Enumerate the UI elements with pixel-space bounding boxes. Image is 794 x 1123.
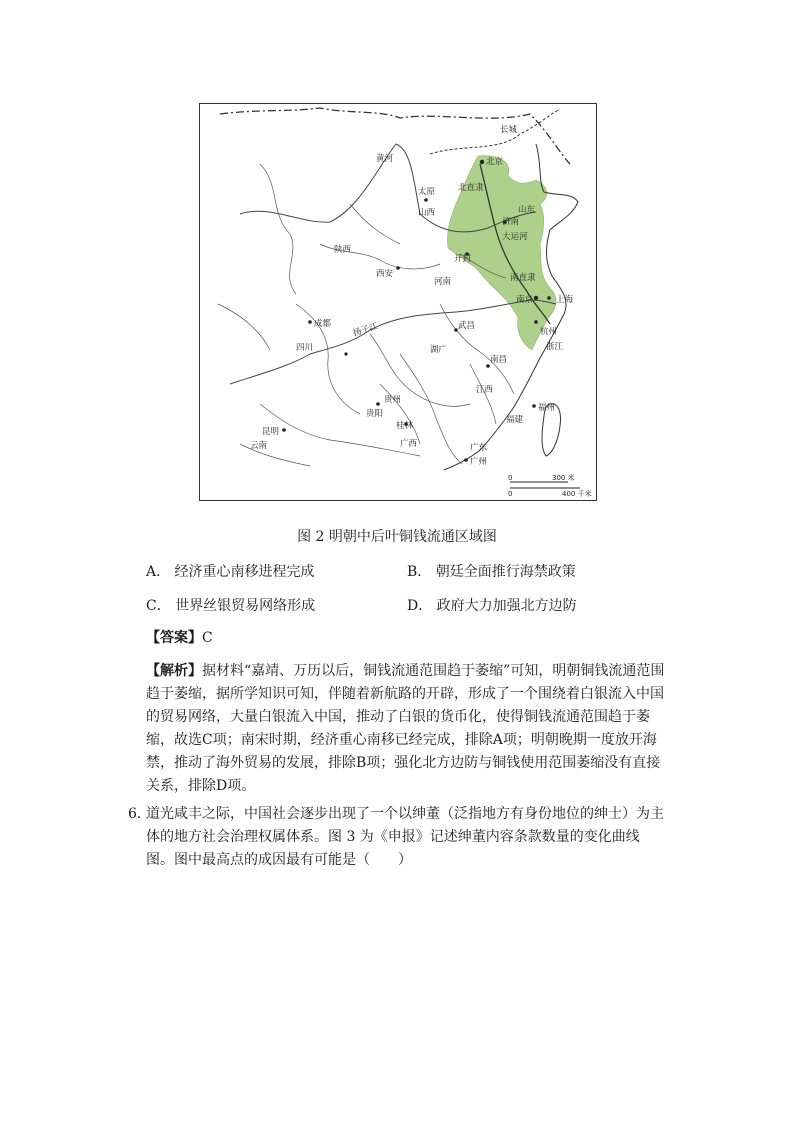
map-label-guilin: 桂林 <box>396 421 414 431</box>
map-label-nanjing: 南京 <box>516 295 534 305</box>
map-label-chengdu: 成都 <box>314 319 332 329</box>
map-label-jinan: 济南 <box>502 217 520 227</box>
map-label-henan: 河南 <box>434 277 452 287</box>
scale-400: 400 千米 <box>562 490 592 498</box>
answer-value: C <box>202 630 213 646</box>
ming-copper-coin-map <box>199 103 597 501</box>
map-label-taiyuan: 太原 <box>418 187 436 197</box>
map-label-nanchang: 南昌 <box>490 355 508 365</box>
map-label-beizhili: 北直隶 <box>458 183 484 193</box>
map-label-nanzhili: 南直隶 <box>510 273 536 283</box>
figure-caption: 图 2 明朝中后叶铜钱流通区域图 <box>297 529 497 545</box>
map-label-shaanxi: 陕西 <box>334 245 352 255</box>
map-label-shandong: 山东 <box>518 205 536 215</box>
map-label-guangxi: 广西 <box>400 439 418 449</box>
map-label-shanxi: 山西 <box>418 208 436 218</box>
map-label-kaifeng: 开封 <box>454 254 472 264</box>
scale-bar <box>508 473 592 498</box>
map-label-huguang: 湖广 <box>430 345 448 355</box>
question-number: 6． <box>128 806 151 822</box>
map-label-kunming: 昆明 <box>262 427 280 437</box>
answer-label: 【答案】 <box>146 630 202 646</box>
option-a: A． 经济重心南移进程完成 <box>146 564 315 580</box>
map-label-beijing: 北京 <box>486 157 504 167</box>
analysis-label: 【解析】 <box>146 663 202 679</box>
map-label-fujian: 福建 <box>506 415 524 425</box>
map-label-hangzhou: 杭州 <box>540 327 558 337</box>
map-label-guiyang: 贵阳 <box>366 409 384 419</box>
map-label-sichuan: 四川 <box>296 343 314 353</box>
map-label-jiangxi: 江西 <box>476 385 494 395</box>
map-svg <box>200 104 598 502</box>
map-label-guangdong: 广东 <box>470 443 488 453</box>
map-label-wuchang: 武昌 <box>458 321 476 331</box>
option-c: C． 世界丝银贸易网络形成 <box>146 598 316 614</box>
map-label-changcheng: 长城 <box>500 125 518 135</box>
scale-0-top: 0 <box>508 474 513 482</box>
map-label-yunnan: 云南 <box>250 441 268 451</box>
analysis-paragraph <box>146 660 666 798</box>
option-b: B． 朝廷全面推行海禁政策 <box>407 564 576 580</box>
map-label-guizhou: 贵州 <box>384 395 402 405</box>
scale-0-bottom: 0 <box>508 490 513 498</box>
great-wall <box>430 109 560 154</box>
map-label-xian: 西安 <box>376 269 394 279</box>
answer-line <box>146 627 666 650</box>
map-label-yangzijiang: 扬子江 <box>351 321 380 339</box>
scale-300: 300 米 <box>552 474 575 482</box>
map-label-huanghe: 黄河 <box>376 154 394 164</box>
map-label-dayunhe: 大运河 <box>502 232 528 242</box>
map-label-shanghai: 上海 <box>556 295 574 305</box>
question-6-text: 道光咸丰之际，中国社会逐步出现了一个以绅董（泛指地方有身份地位的绅士）为主体的地方社会治理权属体系。图 3 为《申报》记述绅董内容条款数量的变化曲线图。图中最高点的成因最有可能是（ ） <box>146 806 664 868</box>
map-label-fuzhou: 福州 <box>538 403 556 413</box>
option-d: D． 政府大力加强北方边防 <box>407 598 577 614</box>
map-label-guangzhou: 广州 <box>470 457 488 467</box>
map-label-zhejiang: 浙江 <box>546 342 564 352</box>
analysis-text: 据材料“嘉靖、万历以后，铜钱流通范围趋于萎缩”可知，明朝铜钱流通范围趋于萎缩，据所学知识可知，伴随着新航路的开辟，形成了一个围绕着白银流入中国的贸易网络，大量白银流入中国，推动了白银的货币化，使得铜钱流通范围趋于萎缩，故选C项；南宋时期，经济重心南移已经完成，排除A项；明朝晚期一度放开海禁，推动了海外贸易的发展，排除B项；强化北方边防与铜钱使用范围萎缩没有直接关系，排除D项。 <box>146 663 665 794</box>
